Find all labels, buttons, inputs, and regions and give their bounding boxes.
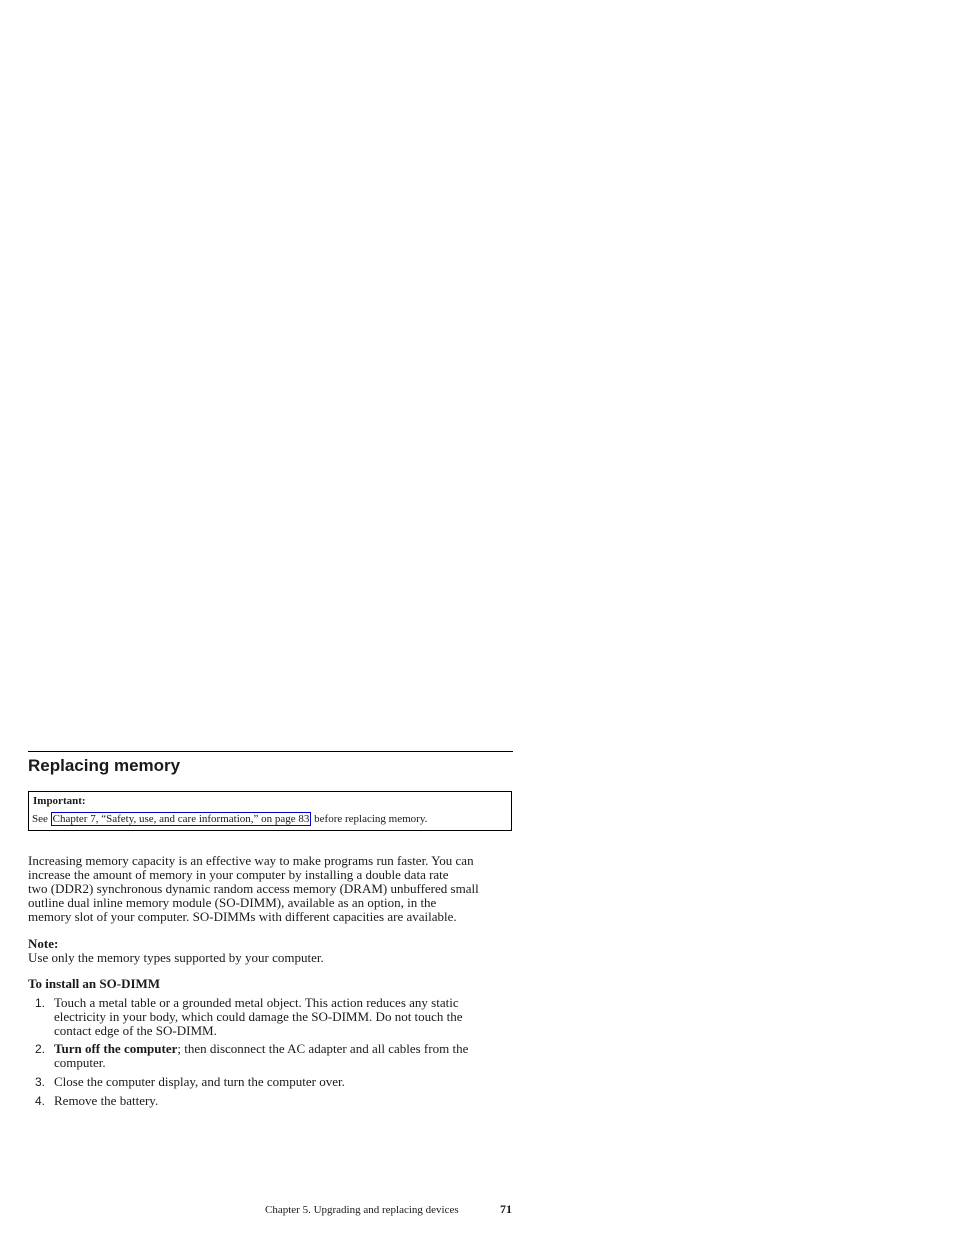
important-text: [32, 812, 427, 827]
step-number: 2.: [35, 1042, 46, 1056]
important-label: Important:: [33, 795, 86, 807]
step-rest-text: ; then disconnect the AC adapter and all cables from the: [177, 1041, 469, 1056]
procedure-heading: To install an SO-DIMM: [28, 976, 161, 991]
important-suffix: before replacing memory.: [314, 813, 428, 825]
step-line: computer.: [54, 1055, 106, 1070]
intro-line: memory slot of your computer. SO-DIMMs with different capacities are available.: [28, 909, 457, 924]
important-prefix: See: [32, 813, 48, 825]
step-text: [54, 996, 514, 1038]
footer-chapter: Chapter 5. Upgrading and replacing devices: [265, 1204, 459, 1216]
step-line: Remove the battery.: [54, 1093, 159, 1108]
chapter-7-link[interactable]: Chapter 7, “Safety, use, and care information,” on page 83: [52, 813, 310, 825]
step-text: [54, 1075, 514, 1089]
section-title: Replacing memory: [28, 756, 181, 775]
intro-line: increase the amount of memory in your computer by installing a double data rate: [28, 867, 449, 882]
step-line: Touch a metal table or a grounded metal object. This action reduces any static: [54, 995, 459, 1010]
step-text: [54, 1094, 514, 1108]
note-text: Use only the memory types supported by your computer.: [28, 950, 324, 965]
page-number: 71: [500, 1202, 512, 1216]
note-label: Note:: [28, 936, 59, 951]
step-number: 3.: [35, 1075, 46, 1089]
intro-paragraph: [28, 854, 513, 924]
step-number: 4.: [35, 1094, 46, 1108]
important-notice: [28, 791, 512, 831]
step-number: 1.: [35, 996, 46, 1010]
step-text: [54, 1042, 514, 1070]
intro-line: outline dual inline memory module (SO-DIMM), available as an option, in the: [28, 895, 437, 910]
step-line: contact edge of the SO-DIMM.: [54, 1023, 217, 1038]
step-line: Close the computer display, and turn the computer over.: [54, 1074, 345, 1089]
step-bold-text: Turn off the computer: [54, 1041, 178, 1056]
step-line: [54, 1042, 514, 1056]
step-line: electricity in your body, which could damage the SO-DIMM. Do not touch the: [54, 1009, 463, 1024]
intro-line: two (DDR2) synchronous dynamic random access memory (DRAM) unbuffered small: [28, 881, 479, 896]
section-divider: [28, 751, 513, 752]
intro-line: Increasing memory capacity is an effective way to make programs run faster. You can: [28, 853, 474, 868]
